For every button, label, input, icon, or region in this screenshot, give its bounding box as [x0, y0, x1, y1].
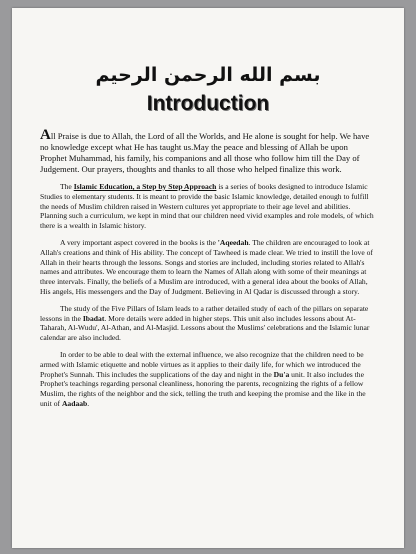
paragraph-5-pre: In order to be able to deal with the external influence, we also recognize that the children need to be armed with Islamic etiquette and noble virtues as it applies to their daily life, for which we introduced the Prophet's Sunnah. This includes the supplications of the day and night in the [40, 349, 364, 379]
paragraph-2 [40, 182, 376, 231]
paragraph-4-post: . More details were added in higher steps. This unit also includes lessons about At-Taharah, Al-Wudu', Al-Athan, and Al-Masjid. Lessons about the Muslims' celebrations and the Islamic lunar calendar are also included. [40, 313, 370, 343]
paragraph-2-pre: The [60, 182, 74, 191]
aqeedah-term: 'Aqeedah [217, 237, 249, 247]
paragraph-2-post: is a series of books designed to introduce Islamic Studies to elementary students. It is meant to provide the basic Islamic knowledge, detailed enough to fulfill the needs of Muslim children raised in Western cultures yet appropriate to their age level and abilities. Planning such a curriculum, we kept in mind that our children need vivid examples and role models, of which there is a wealth in Islamic history. [40, 182, 374, 231]
dua-term: Du'a [273, 369, 290, 379]
paragraph-1 [40, 127, 376, 175]
paragraph-5-mid: unit. It also includes the Prophet's teachings regarding personal cleanliness, honoring the parents, recognizing the rights of a fellow Muslim, the rights of the neighbor and the sick, telling the truth and keeping the promise and the like in the unit of [40, 369, 366, 408]
paragraph-5-post: . [87, 398, 90, 408]
series-title: Islamic Education, a Step by Step Approach [73, 182, 217, 191]
paragraph-4-pre: The study of the Five Pillars of Islam leads to a rather detailed study of each of the pillars on separate lessons in the [40, 303, 369, 323]
paragraph-1-text: ll Praise is due to Allah, the Lord of all the Worlds, and He alone is sought for help. We have no knowledge except what He has taught us.May the peace and blessing of Allah be upon Prophet Muhammad, his family, his companions and all those who follow him till the Day of Judgement. Our prayers, thoughts and thanks to all those who helped finalize this work. [40, 131, 370, 174]
intro-body [40, 127, 376, 416]
ibadat-term: Ibadat [82, 313, 105, 323]
paragraph-5 [40, 350, 376, 409]
paragraph-3-post: . The children are encouraged to look at Allah's creations and think of His ability. The concept of Tawheed is made clear. We tried to instill the love of Allah in their hearts through the lessons. Songs and stories are included, including stories related to Allah's names and attributes. We encourage them to learn the Names of Allah along with some of their meanings at three intervals. Finally, the beliefs of a Muslim are introduced, with a general idea about the books of Allah, His angels, His messengers and the Day of Judgment. Believing in Al Qadar is discussed through a story. [40, 237, 373, 296]
book-page [12, 8, 404, 548]
basmala-heading: بسم الله الرحمن الرحيم [95, 64, 321, 86]
drop-cap: A [40, 127, 51, 143]
paragraph-4 [40, 304, 376, 343]
paragraph-3-pre: A very important aspect covered in the books is the [60, 237, 218, 247]
paragraph-3 [40, 238, 376, 297]
page-title: Introduction [146, 92, 270, 115]
aadaab-term: Aadaab [61, 398, 88, 408]
